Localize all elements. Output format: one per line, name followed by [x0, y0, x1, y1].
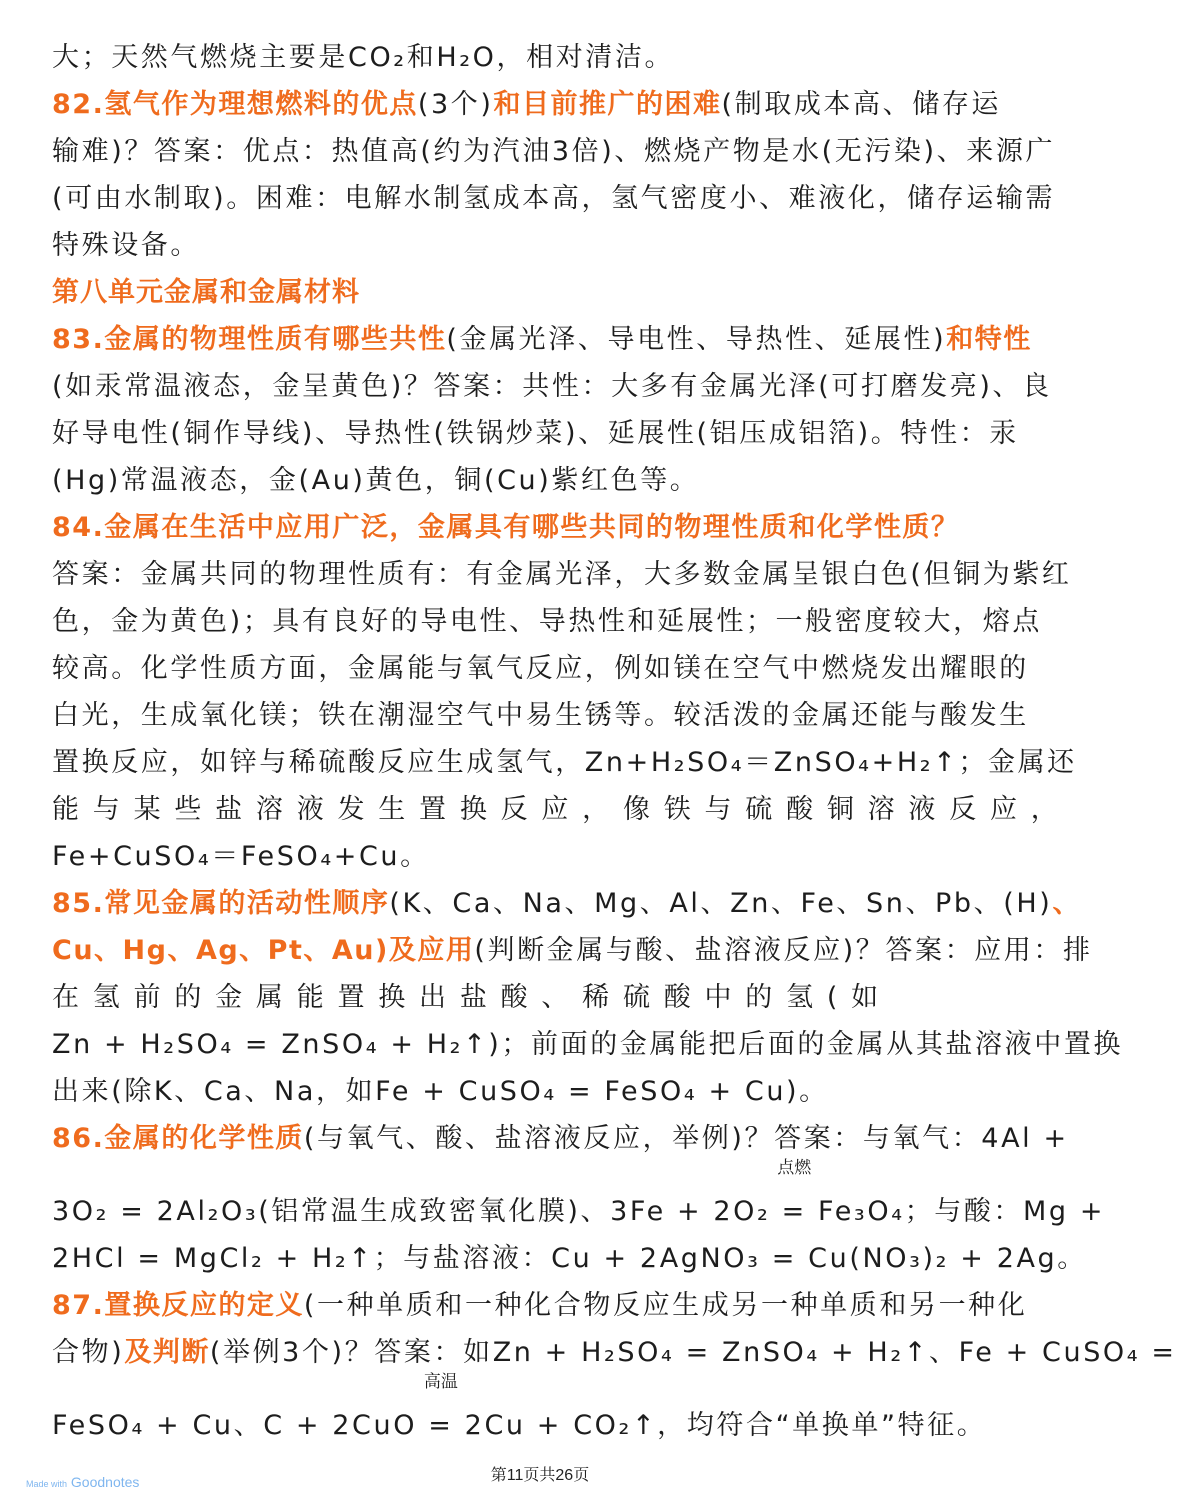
text-line: Fe+CuSO₄＝FeSO₄+Cu。	[52, 841, 430, 872]
question-text: 和目前推广的困难	[493, 89, 722, 120]
unit-heading: 第八单元金属和金属材料	[52, 277, 360, 308]
question-86-title	[52, 1115, 1069, 1162]
text-line: 输难)？答案：优点：热值高(约为汽油3倍)、燃烧产物是水(无污染)、来源广	[52, 136, 1056, 167]
question-text: 86.金属的化学性质	[52, 1123, 304, 1154]
equals-sign: =	[781, 1196, 807, 1227]
text-line: 答案：金属共同的物理性质有：有金属光泽，大多数金属呈银白色(但铜为紫红	[52, 559, 1072, 590]
text-line: 能 与 某 些 盐 溶 液 发 生 置 换 反 应 ， 像 铁 与 硫 酸 铜 溶 液 反 应 ，	[52, 794, 1061, 825]
text-line: 较高。化学性质方面，金属能与氧气反应，例如镁在空气中燃烧发出耀眼的	[52, 653, 1029, 684]
page-number: 第11页共26页	[490, 1467, 590, 1484]
question-note: (K、Ca、Na、Mg、Al、Zn、Fe、Sn、Pb、(H)	[389, 888, 1053, 919]
equation-text: Fe₃O₄；与酸：Mg +	[806, 1196, 1106, 1227]
equation-sign	[777, 1158, 812, 1235]
question-text: 87.置换反应的定义	[52, 1290, 304, 1321]
question-text: 85.常见金属的活动性顺序	[52, 888, 390, 919]
text-line	[52, 1372, 1032, 1449]
text-line: 出来(除K、Ca、Na，如Fe + CuSO₄ = FeSO₄ + Cu)。	[52, 1076, 829, 1107]
question-text: Cu、Hg、Ag、Pt、Au)	[52, 935, 389, 966]
question-83-title	[52, 316, 1032, 363]
question-84-title	[52, 504, 1032, 551]
question-note: (金属光泽、导电性、导热性、延展性)	[446, 324, 947, 355]
text-line	[52, 1158, 1106, 1235]
text-line: 色，金为黄色)；具有良好的导电性、导热性和延展性；一般密度较大，熔点	[52, 606, 1042, 637]
question-text: 83.金属的物理性质有哪些共性	[52, 324, 447, 355]
reaction-condition: 点燃	[777, 1158, 812, 1178]
text-line: (如汞常温液态，金呈黄色)？答案：共性：大多有金属光泽(可打磨发亮)、良	[52, 371, 1052, 402]
question-text: 和特性	[946, 324, 1032, 355]
question-text: 及判断	[124, 1337, 210, 1368]
text-line: 2HCl = MgCl₂ + H₂↑；与盐溶液：Cu + 2AgNO₃ = Cu(NO₃)₂ + 2Ag。	[52, 1243, 1087, 1274]
text-line: 在 氢 前 的 金 属 能 置 换 出 盐 酸 、 稀 硫 酸 中 的 氢 ( 如	[52, 982, 881, 1013]
text-line: Zn + H₂SO₄ = ZnSO₄ + H₂↑)；前面的金属能把后面的金属从其盐溶液中置换	[52, 1029, 1124, 1060]
question-note: (与氧气、酸、盐溶液反应，举例)？答案：与氧气：4Al +	[303, 1123, 1069, 1154]
logo-prefix: Made with	[26, 1479, 68, 1489]
question-note: (一种单质和一种化合物反应生成另一种单质和另一种化	[303, 1290, 1028, 1321]
question-note: 合物)	[52, 1337, 125, 1368]
notes-page	[52, 34, 1177, 1449]
question-note: (制取成本高、储存运	[721, 89, 1002, 120]
question-note: (判断金属与酸、盐溶液反应)？答案：应用：排	[474, 935, 1093, 966]
text-line: (可由水制取)。困难：电解水制氢成本高，氢气密度小、难液化，储存运输需	[52, 183, 1056, 214]
text-line: 白光，生成氧化镁；铁在潮湿空气中易生锈等。较活泼的金属还能与酸发生	[52, 700, 1029, 731]
text-line: 好导电性(铜作导线)、导热性(铁锅炒菜)、延展性(铝压成铝箔)。特性：汞	[52, 418, 1019, 449]
equation-sign	[423, 1372, 458, 1449]
text-line	[52, 1329, 1177, 1376]
text-line: 特殊设备。	[52, 230, 200, 261]
text-line	[52, 927, 1093, 974]
question-87-title	[52, 1282, 1032, 1329]
logo-name: Goodnotes	[70, 1474, 140, 1490]
reaction-condition: 高温	[423, 1372, 458, 1392]
question-text: 82.氢气作为理想燃料的优点	[52, 89, 418, 120]
text-line: 大；天然气燃烧主要是CO₂和H₂O，相对清洁。	[52, 42, 675, 73]
text-line: 置换反应，如锌与稀硫酸反应生成氢气，Zn+H₂SO₄＝ZnSO₄+H₂↑；金属还	[52, 747, 1077, 778]
equation-text: FeSO₄ + Cu、C + 2CuO	[52, 1410, 429, 1441]
question-text: 84.金属在生活中应用广泛，金属具有哪些共同的物理性质和化学性质？	[52, 512, 960, 543]
question-text: 、	[1052, 888, 1081, 919]
text-line: (Hg)常温液态，金(Au)黄色，铜(Cu)紫红色等。	[52, 465, 700, 496]
question-text: 及应用	[388, 935, 475, 966]
question-82-title	[52, 81, 1032, 128]
equals-sign: =	[428, 1410, 454, 1441]
equation-text: 2Cu + CO₂↑，均符合“单换单”特征。	[453, 1410, 987, 1441]
question-85-title	[52, 880, 1081, 927]
question-note: (3个)	[417, 89, 494, 120]
equation-text: 3O₂ = 2Al₂O₃(铝常温生成致密氧化膜)、3Fe + 2O₂	[52, 1196, 782, 1227]
question-note: (举例3个)？答案：如Zn + H₂SO₄ = ZnSO₄ + H₂↑、Fe + CuSO₄ =	[209, 1337, 1177, 1368]
